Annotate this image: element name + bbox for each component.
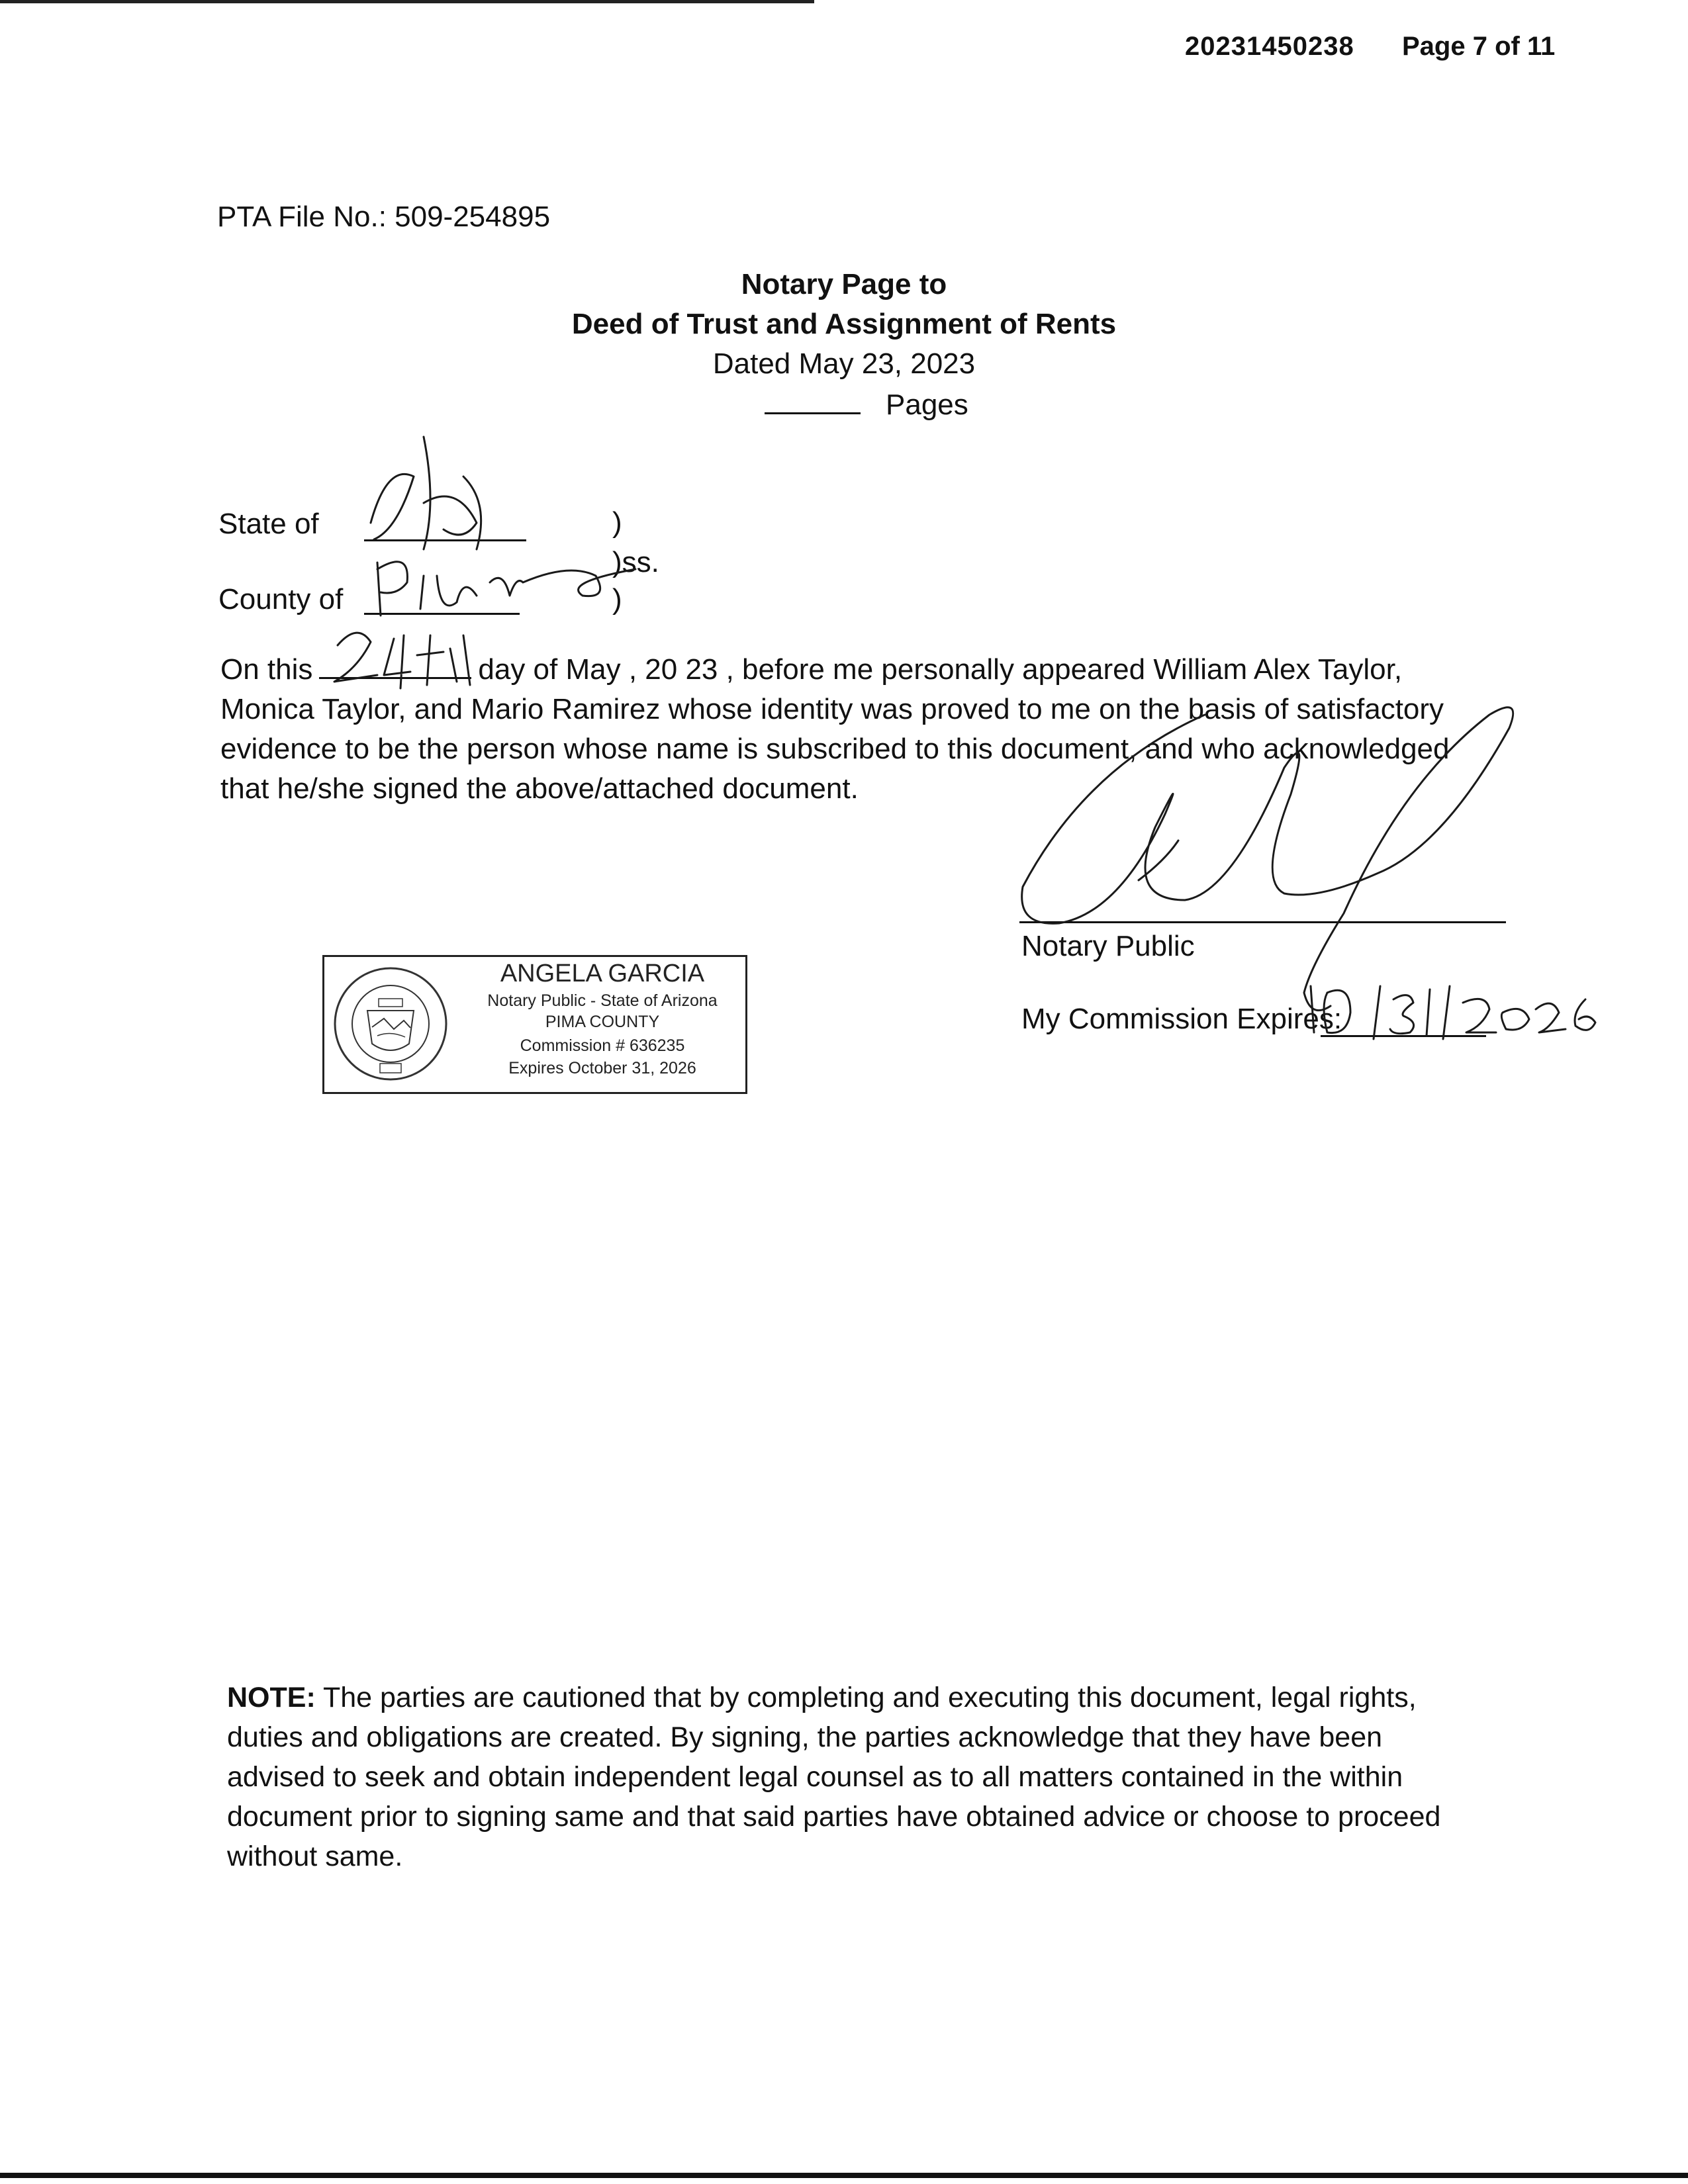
on-this-label: On this — [220, 653, 313, 686]
page-info: Page 7 of 11 — [1402, 32, 1556, 61]
stamp-line-4: Expires October 31, 2026 — [508, 1059, 696, 1077]
pages-label: Pages — [886, 388, 968, 421]
stamp-line-1: Notary Public - State of Arizona — [487, 991, 718, 1010]
state-label: State of — [218, 508, 319, 540]
day-handwriting — [334, 633, 470, 688]
note-text: The parties are cautioned that by completing and executing this document, legal rights, duties and obligations are created. By signing, the parties acknowledge that they have been advised to seek and obtain independent legal counsel as to all matters contained in the within document prior to signing same and that said parties have obtained advice or choose to proceed without same. — [227, 1682, 1441, 1872]
paren-open: ) — [612, 506, 622, 539]
ack-line-3: evidence to be the person whose name is subscribed to this document, and who acknowledged — [220, 733, 1450, 765]
ack-line-2: Monica Taylor, and Mario Ramirez whose identity was proved to me on the basis of satisfactory — [220, 693, 1444, 725]
notary-public-label: Notary Public — [1021, 930, 1195, 962]
recording-number: 20231450238 — [1185, 32, 1354, 61]
stamp-line-2: PIMA COUNTY — [545, 1013, 660, 1031]
note-label: NOTE: — [227, 1682, 316, 1713]
bottom-border-line — [0, 2173, 1688, 2178]
ack-line-4: that he/she signed the above/attached document. — [220, 772, 859, 805]
commission-expires-label: My Commission Expires: — [1021, 1003, 1342, 1035]
title-line-1: Notary Page to — [741, 268, 947, 300]
state-handwriting — [371, 437, 481, 549]
paren-ss: )ss. — [612, 546, 659, 578]
stamp-line-3: Commission # 636235 — [520, 1036, 685, 1055]
notary-signature — [1022, 707, 1513, 1011]
ack-line-1-rest: day of May , 20 23 , before me personally appeared William Alex Taylor, — [478, 653, 1403, 686]
paren-close: ) — [612, 583, 622, 615]
stamp-notary-name: ANGELA GARCIA — [500, 960, 705, 987]
legal-note — [227, 1678, 1485, 1876]
file-number: PTA File No.: 509-254895 — [217, 201, 551, 233]
county-handwriting — [377, 562, 635, 615]
title-date: Dated May 23, 2023 — [712, 347, 976, 380]
title-line-2: Deed of Trust and Assignment of Rents — [571, 308, 1117, 340]
county-label: County of — [218, 583, 344, 615]
expiration-handwriting — [1311, 986, 1595, 1039]
